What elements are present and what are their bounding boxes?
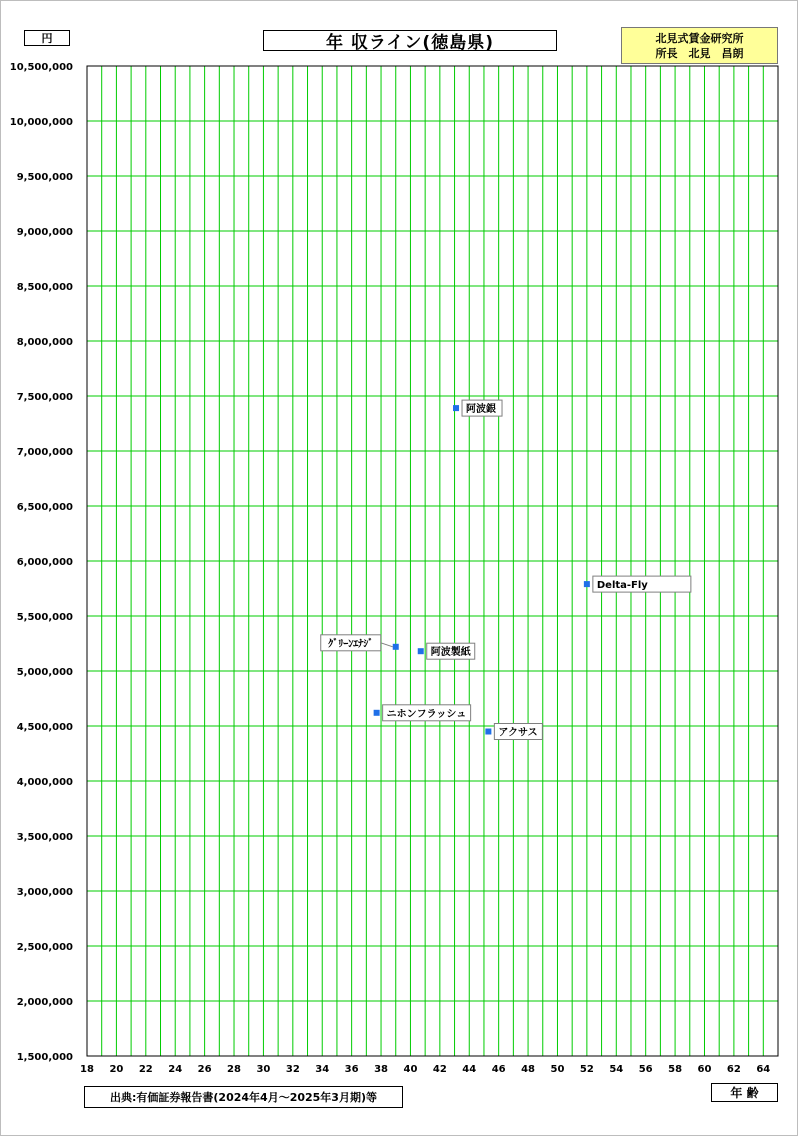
data-point <box>393 644 399 650</box>
data-point <box>374 710 380 716</box>
data-label: 阿波銀 <box>466 404 497 416</box>
source-note <box>84 1086 403 1108</box>
x-tick-label: 22 <box>138 1064 153 1075</box>
y-tick-label: 5,000,000 <box>16 667 73 678</box>
x-tick-label: 34 <box>315 1064 330 1075</box>
x-tick-label: 36 <box>344 1064 359 1075</box>
x-tick-label: 24 <box>168 1064 183 1075</box>
x-tick-label: 56 <box>638 1064 653 1075</box>
y-tick-label: 4,500,000 <box>16 722 73 733</box>
x-tick-label: 60 <box>697 1064 712 1075</box>
y-tick-label: 8,500,000 <box>16 282 73 293</box>
x-tick-label: 52 <box>579 1064 594 1075</box>
chart-title-text: 年 収ライン(徳島県) <box>326 33 494 53</box>
x-tick-label: 20 <box>109 1064 124 1075</box>
y-tick-label: 5,500,000 <box>16 612 73 623</box>
x-tick-label: 44 <box>462 1064 477 1075</box>
x-tick-label: 54 <box>609 1064 624 1075</box>
data-point <box>584 581 590 587</box>
x-axis-label-text: 年 齢 <box>730 1086 759 1100</box>
x-tick-label: 28 <box>227 1064 241 1075</box>
y-tick-label: 4,000,000 <box>16 777 73 788</box>
data-point <box>453 405 459 411</box>
data-point <box>418 648 424 654</box>
data-label: 阿波製紙 <box>430 647 471 659</box>
x-tick-label: 42 <box>432 1064 447 1075</box>
y-tick-label: 9,000,000 <box>16 227 73 238</box>
x-tick-label: 50 <box>550 1064 565 1075</box>
y-tick-label: 6,000,000 <box>16 557 73 568</box>
data-label: Delta-Fly <box>596 580 648 592</box>
y-tick-label: 2,500,000 <box>16 942 73 953</box>
x-tick-label: 18 <box>80 1064 94 1075</box>
y-tick-label: 3,500,000 <box>16 832 73 843</box>
x-axis-label <box>711 1083 778 1102</box>
data-label: ｸﾞﾘｰﾝｴﾅｼﾞ <box>328 638 374 650</box>
source-text: 出典:有価証券報告書(2024年4月～2025年3月期)等 <box>110 1091 377 1104</box>
x-tick-label: 64 <box>756 1064 771 1075</box>
y-tick-label: 9,500,000 <box>16 172 73 183</box>
x-tick-label: 30 <box>256 1064 271 1075</box>
y-tick-label: 7,000,000 <box>16 447 73 458</box>
x-tick-label: 48 <box>521 1064 536 1075</box>
x-tick-label: 62 <box>726 1064 741 1075</box>
y-tick-label: 10,000,000 <box>9 117 73 128</box>
y-tick-label: 8,000,000 <box>16 337 73 348</box>
y-unit-text: 円 <box>41 32 53 45</box>
data-point <box>485 729 491 735</box>
data-label: ニホンフラッシュ <box>386 708 467 720</box>
x-tick-label: 32 <box>285 1064 300 1075</box>
x-tick-label: 38 <box>374 1064 389 1075</box>
y-tick-label: 6,500,000 <box>16 502 73 513</box>
y-tick-label: 1,500,000 <box>16 1052 73 1063</box>
data-label: アクサス <box>498 727 538 739</box>
y-tick-label: 10,500,000 <box>9 62 73 73</box>
x-tick-label: 40 <box>403 1064 418 1075</box>
y-tick-label: 7,500,000 <box>16 392 73 403</box>
credit-organization: 北見式賃金研究所 <box>655 31 744 45</box>
x-tick-label: 26 <box>197 1064 212 1075</box>
y-tick-label: 3,000,000 <box>16 887 73 898</box>
credit-author: 所長 北見 昌朗 <box>655 46 744 60</box>
y-tick-label: 2,000,000 <box>16 997 73 1008</box>
x-tick-label: 58 <box>668 1064 683 1075</box>
x-tick-label: 46 <box>491 1064 506 1075</box>
